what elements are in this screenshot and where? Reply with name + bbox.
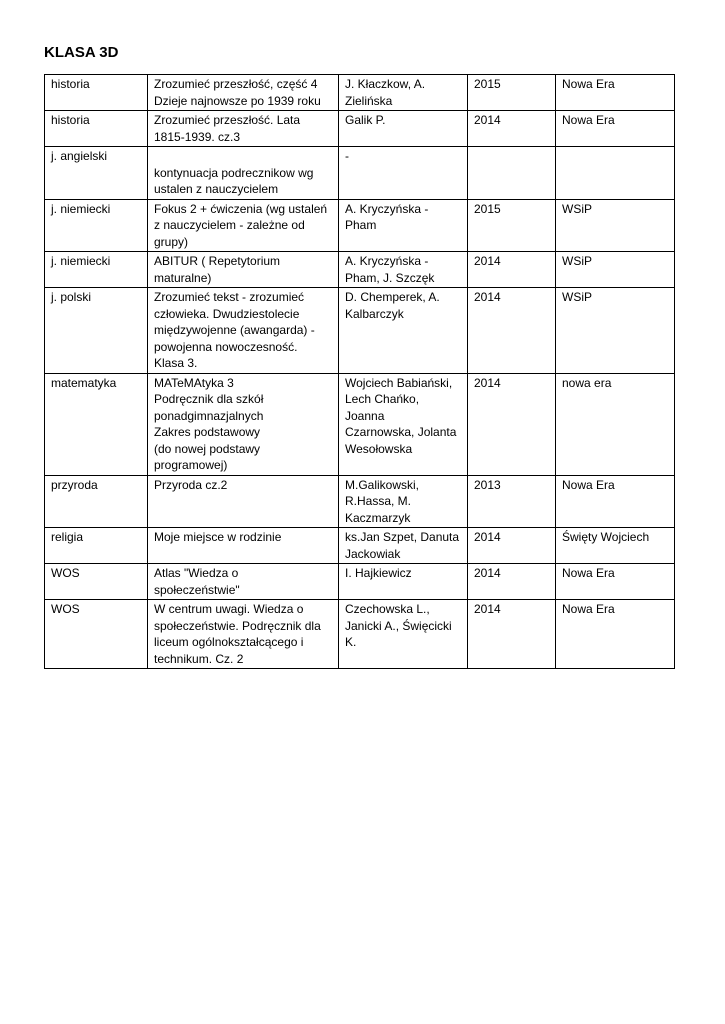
publisher-cell: Nowa Era xyxy=(556,475,675,528)
table-row xyxy=(45,252,675,288)
title-cell: Atlas "Wiedza o społeczeństwie" xyxy=(148,564,339,600)
year-cell xyxy=(468,147,556,200)
publisher-cell: Nowa Era xyxy=(556,564,675,600)
author-cell: ks.Jan Szpet, Danuta Jackowiak xyxy=(339,528,468,564)
subject-cell: historia xyxy=(45,75,148,111)
subject-cell: WOS xyxy=(45,564,148,600)
year-cell: 2014 xyxy=(468,373,556,475)
author-cell: J. Kłaczkow, A. Zielińska xyxy=(339,75,468,111)
table-row xyxy=(45,564,675,600)
subject-cell: j. niemiecki xyxy=(45,252,148,288)
author-cell: Galik P. xyxy=(339,111,468,147)
author-cell: Wojciech Babiański, Lech Chańko, Joanna Czarnowska, Jolanta Wesołowska xyxy=(339,373,468,475)
author-cell: - xyxy=(339,147,468,200)
subject-cell: j. niemiecki xyxy=(45,199,148,252)
title-cell: Zrozumieć tekst - zrozumieć człowieka. Dwudziestolecie międzywojenne (awangarda) - powojenna nowoczesność. Klasa 3. xyxy=(148,288,339,374)
title-cell: kontynuacja podrecznikow wg ustalen z nauczycielem xyxy=(148,147,339,200)
table-row xyxy=(45,475,675,528)
year-cell: 2013 xyxy=(468,475,556,528)
table-row xyxy=(45,528,675,564)
table-row xyxy=(45,373,675,475)
year-cell: 2015 xyxy=(468,199,556,252)
title-cell: Moje miejsce w rodzinie xyxy=(148,528,339,564)
table-row xyxy=(45,111,675,147)
table-row xyxy=(45,600,675,669)
page-title: KLASA 3D xyxy=(44,44,119,61)
publisher-cell: WSiP xyxy=(556,252,675,288)
author-cell: M.Galikowski, R.Hassa, M. Kaczmarzyk xyxy=(339,475,468,528)
year-cell: 2014 xyxy=(468,288,556,374)
year-cell: 2014 xyxy=(468,564,556,600)
title-cell: MATeMAtyka 3 Podręcznik dla szkół ponadgimnazjalnych Zakres podstawowy (do nowej podstawy programowej) xyxy=(148,373,339,475)
year-cell: 2014 xyxy=(468,252,556,288)
publisher-cell: Nowa Era xyxy=(556,600,675,669)
publisher-cell: Nowa Era xyxy=(556,75,675,111)
title-cell: Zrozumieć przeszłość, część 4 Dzieje najnowsze po 1939 roku xyxy=(148,75,339,111)
table-row xyxy=(45,147,675,200)
year-cell: 2014 xyxy=(468,600,556,669)
year-cell: 2014 xyxy=(468,111,556,147)
publisher-cell: WSiP xyxy=(556,199,675,252)
table-row xyxy=(45,199,675,252)
publisher-cell: nowa era xyxy=(556,373,675,475)
subject-cell: WOS xyxy=(45,600,148,669)
author-cell: A. Kryczyńska - Pham, J. Szczęk xyxy=(339,252,468,288)
title-cell: W centrum uwagi. Wiedza o społeczeństwie. Podręcznik dla liceum ogólnokształcącego i technikum. Cz. 2 xyxy=(148,600,339,669)
author-cell: A. Kryczyńska - Pham xyxy=(339,199,468,252)
subject-cell: historia xyxy=(45,111,148,147)
textbook-table xyxy=(44,74,675,669)
subject-cell: j. angielski xyxy=(45,147,148,200)
publisher-cell: WSiP xyxy=(556,288,675,374)
year-cell: 2014 xyxy=(468,528,556,564)
title-cell: Zrozumieć przeszłość. Lata 1815-1939. cz.3 xyxy=(148,111,339,147)
year-cell: 2015 xyxy=(468,75,556,111)
author-cell: Czechowska L., Janicki A., Święcicki K. xyxy=(339,600,468,669)
subject-cell: j. polski xyxy=(45,288,148,374)
subject-cell: matematyka xyxy=(45,373,148,475)
table-row xyxy=(45,75,675,111)
table-row xyxy=(45,288,675,374)
publisher-cell xyxy=(556,147,675,200)
title-cell: Fokus 2 + ćwiczenia (wg ustaleń z nauczycielem - zależne od grupy) xyxy=(148,199,339,252)
author-cell: D. Chemperek, A. Kalbarczyk xyxy=(339,288,468,374)
publisher-cell: Święty Wojciech xyxy=(556,528,675,564)
subject-cell: przyroda xyxy=(45,475,148,528)
author-cell: I. Hajkiewicz xyxy=(339,564,468,600)
title-cell: ABITUR ( Repetytorium maturalne) xyxy=(148,252,339,288)
subject-cell: religia xyxy=(45,528,148,564)
title-cell: Przyroda cz.2 xyxy=(148,475,339,528)
publisher-cell: Nowa Era xyxy=(556,111,675,147)
